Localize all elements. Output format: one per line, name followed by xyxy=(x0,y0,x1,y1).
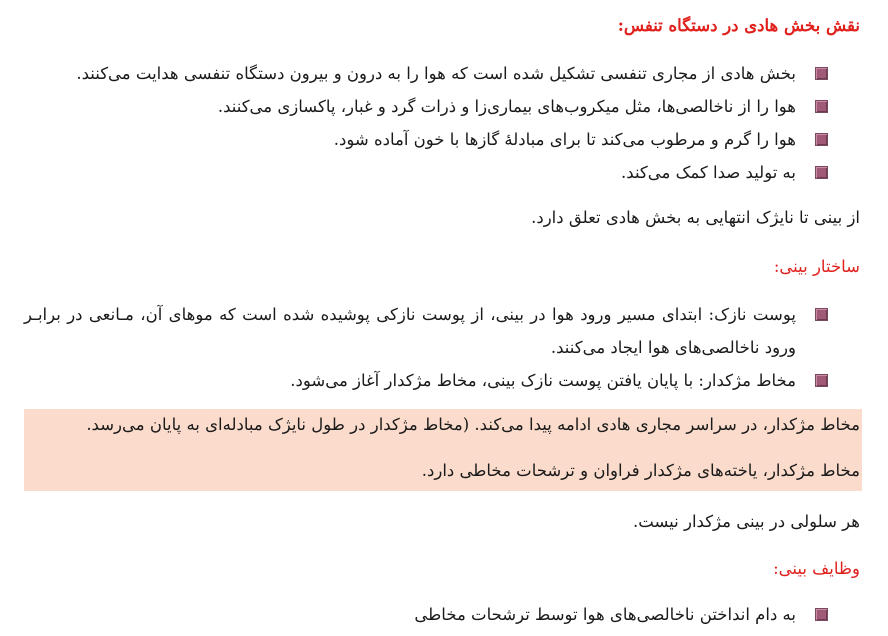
hadi-role-list xyxy=(20,57,830,189)
highlight-line: مخاط مژکدار، در سراسر مجاری هادی ادامه پیدا می‌کند. (مخاط مژکدار در طول نایژک مبادله‌ای به پایان می‌رسد. xyxy=(86,415,860,434)
list-item xyxy=(20,90,830,123)
cell-paragraph: هر سلولی در بینی مژکدار نیست. xyxy=(633,512,860,531)
list-item xyxy=(20,156,830,189)
square-bullet-icon xyxy=(815,67,828,80)
list-item-text: به تولید صدا کمک می‌کند. xyxy=(621,163,796,182)
list-item-text: بخش هادی از مجاری تنفسی تشکیل شده است که هوا را به درون و بیرون دستگاه تنفسی هدایت می‌کنند. xyxy=(76,64,796,83)
nose-functions-list xyxy=(20,598,830,631)
list-item-text: به دام انداختن ناخالصی‌های هوا توسط ترشحات مخاطی xyxy=(414,605,796,624)
range-paragraph: از بینی تا نایژک انتهایی به بخش هادی تعلق دارد. xyxy=(531,208,860,227)
section-heading-nose-functions: وظایف بینی: xyxy=(773,559,860,578)
list-item-text: هوا را از ناخالصی‌ها، مثل میکروب‌های بیماری‌زا و ذرات گرد و غبار، پاکسازی می‌کنند. xyxy=(217,97,796,116)
list-item xyxy=(24,298,830,364)
list-item-text: پوست نازک: ابتدای مسیر ورود هوا در بینی، از پوست نازکی پوشیده شده است که موهای آن، مـانعی در برابـر ورود ناخالصی‌های هوا ایجاد می‌کنند. xyxy=(24,305,796,357)
list-item xyxy=(20,598,830,631)
list-item xyxy=(24,364,830,397)
list-item xyxy=(20,57,830,90)
square-bullet-icon xyxy=(815,308,828,321)
highlight-box xyxy=(24,409,862,491)
list-item-text: مخاط مژکدار: با پایان یافتن پوست نازک بینی، مخاط مژکدار آغاز می‌شود. xyxy=(290,371,796,390)
square-bullet-icon xyxy=(815,374,828,387)
square-bullet-icon xyxy=(815,133,828,146)
highlight-line: مخاط مژکدار، یاخته‌های مژکدار فراوان و ترشحات مخاطی دارد. xyxy=(421,461,860,480)
section-heading-nose-structure: ساختار بینی: xyxy=(773,257,860,276)
list-item-text: هوا را گرم و مرطوب می‌کند تا برای مبادلهٔ گازها با خون آماده شود. xyxy=(333,130,796,149)
square-bullet-icon xyxy=(815,166,828,179)
section-heading-hadi-role: نقش بخش هادی در دستگاه تنفس: xyxy=(617,16,860,35)
list-item xyxy=(20,123,830,156)
square-bullet-icon xyxy=(815,608,828,621)
nose-structure-list xyxy=(24,298,830,397)
square-bullet-icon xyxy=(815,100,828,113)
